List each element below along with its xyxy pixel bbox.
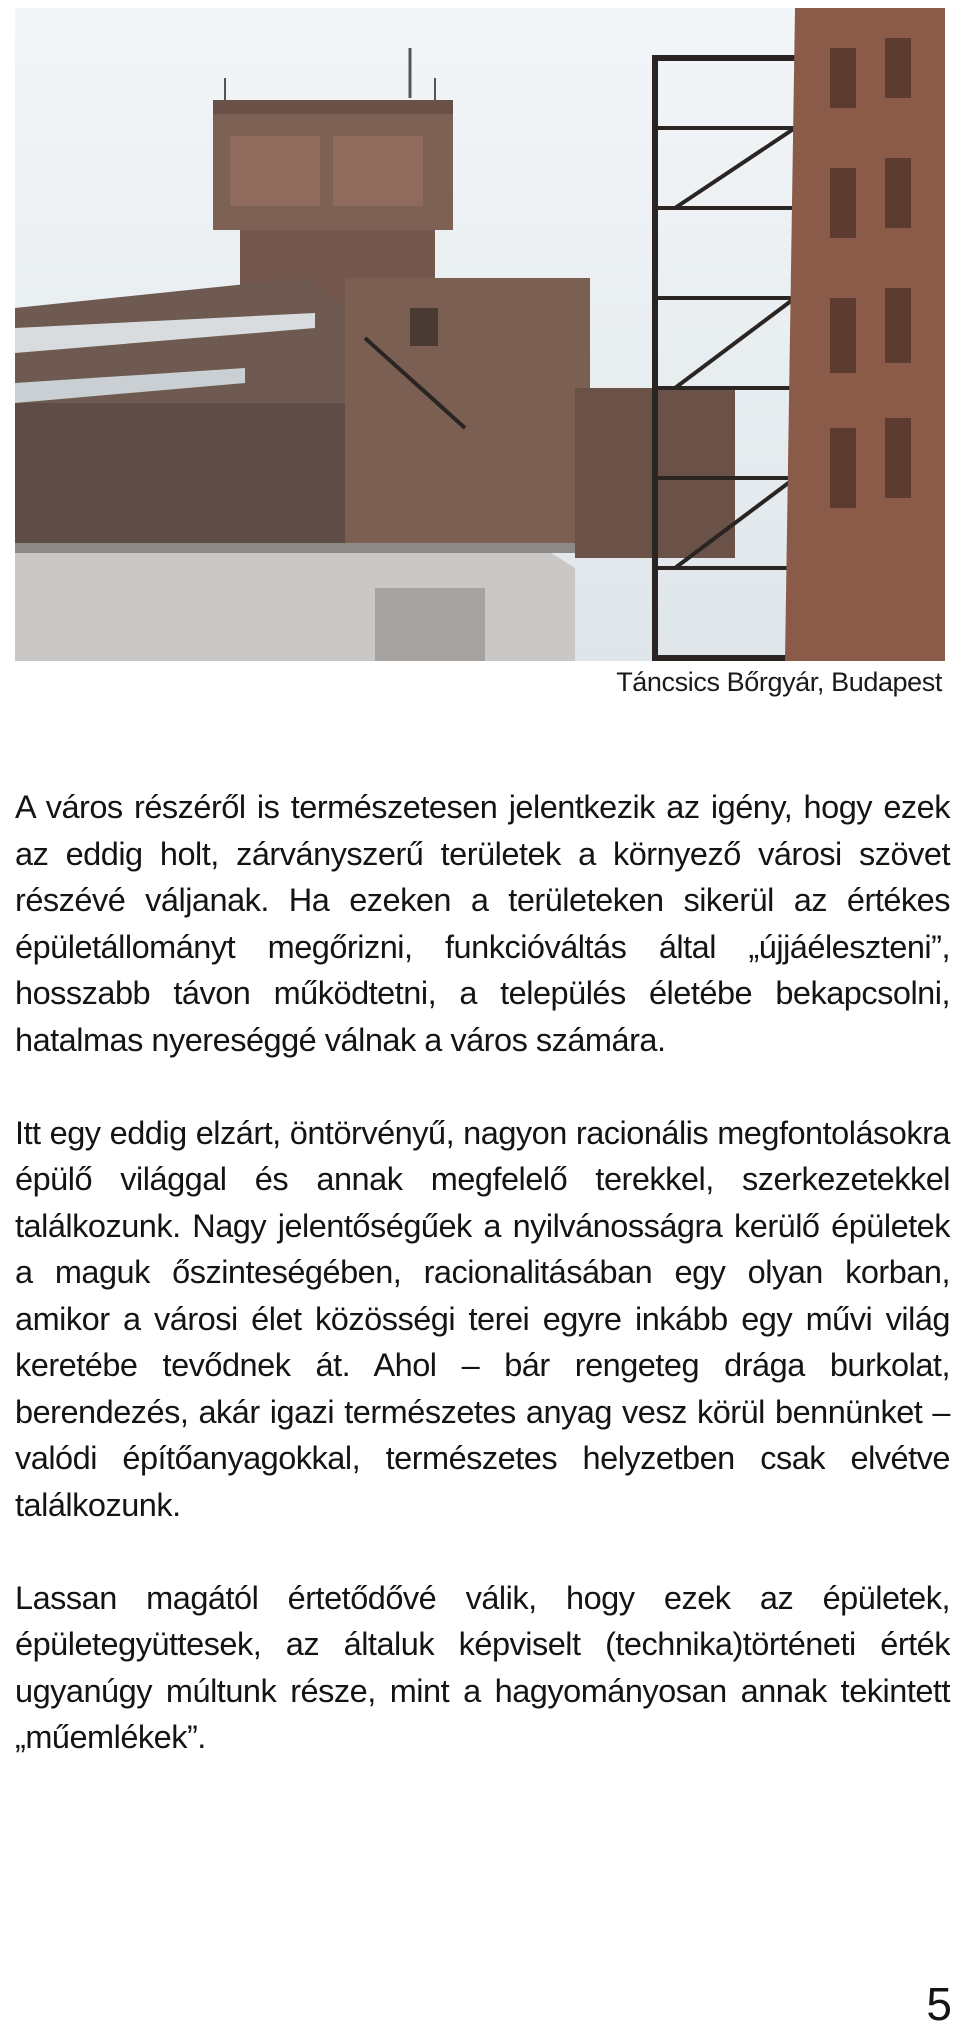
figure-caption: Táncsics Bőrgyár, Budapest (616, 667, 942, 697)
factory-photo (15, 8, 945, 661)
page-number: 5 (926, 1978, 952, 2030)
body-text (15, 784, 950, 1807)
paragraph: A város részéről is természetesen jelentkezik az igény, hogy ezek az eddig holt, zárványszerű területek a környező városi szövet részévé váljanak. Ha ezeken a területeken sikerül az értékes épületállományt megőrizni, funkcióváltás által „újjáéleszteni”, hosszabb távon működtetni, a település életébe bekapcsolni, hatalmas nyereséggé válnak a város számára. (15, 789, 950, 1058)
paragraph: Lassan magától értetődővé válik, hogy ezek az épületek, épületegyüttesek, az általuk képviselt (technika)történeti érték ugyanúgy múltunk része, mint a hagyományosan annak tekintett „műemlékek”. (15, 1579, 950, 1755)
paragraph: Itt egy eddig elzárt, öntörvényű, nagyon racionális megfontolásokra épülő világgal és annak megfelelő terekkel, szerkezetekkel találkozunk. Nagy jelentőségűek a nyilvánosságra kerülő épületek a maguk őszinteségében, racionalitásában egy olyan korban, amikor a városi élet közösségi terei egyre inkább egy művi világ keretébe tevődnek át. Ahol – bár rengeteg drága burkolat, berendezés, akár igazi természetes anyag vesz körül bennünket – valódi építőanyagokkal, természetes helyzetben csak elvétve találkozunk. (15, 1114, 950, 1523)
